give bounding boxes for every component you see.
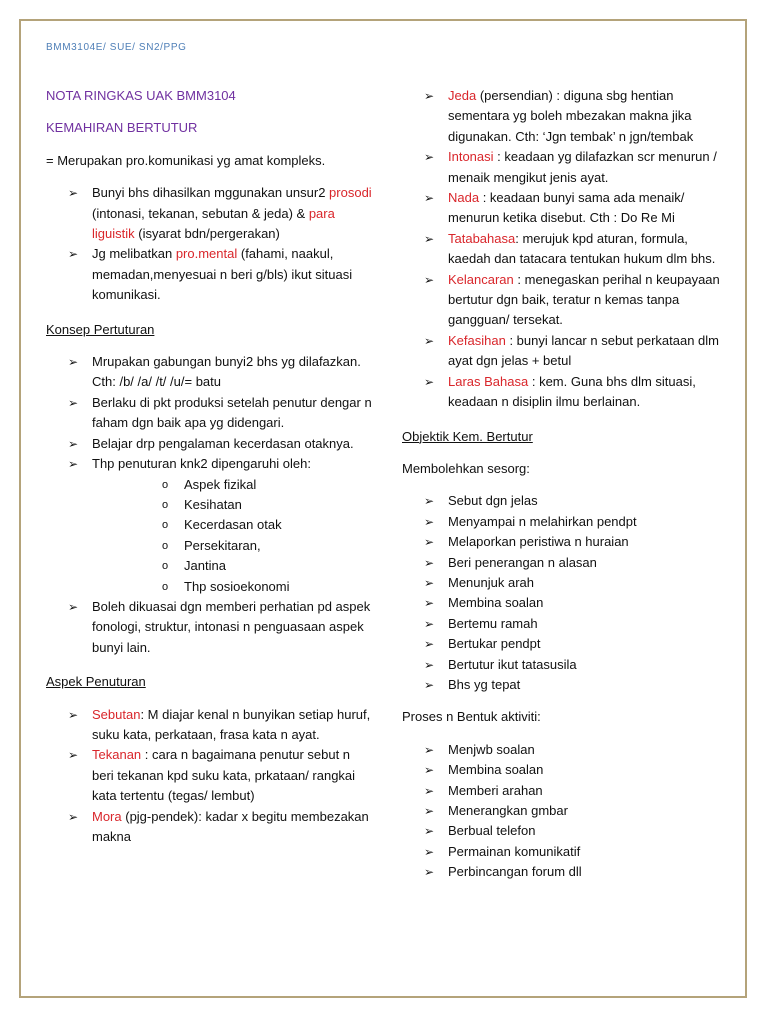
aspect-term: Tatabahasa bbox=[448, 230, 516, 246]
aspect-term: Nada bbox=[448, 190, 480, 206]
aspect-description: cara n bagaimana penutur sebut n beri tekanan kpd suku kata, prkataan/ rangkai kata tertentu (tegas/ lembut) bbox=[92, 747, 356, 804]
list-item: ➢ Memberi arahan bbox=[402, 781, 722, 801]
list-item: ➢ Bertukar pendpt bbox=[402, 634, 722, 654]
list-item: ➢ Beri penerangan n alasan bbox=[402, 553, 722, 573]
list-item bbox=[46, 705, 374, 746]
aspect-description: : keadaan bunyi sama ada menaik/ menurun ketika disebut. Cth : Do Re Mi bbox=[448, 190, 685, 226]
aspect-term: Laras Bahasa bbox=[448, 373, 529, 389]
aspek-bullet-list bbox=[46, 705, 374, 848]
list-item: ➢ Berlaku di pkt produksi setelah penutur dengar n faham dgn baik apa yg didengari. bbox=[46, 393, 374, 434]
highlight-term: pro.mental bbox=[175, 246, 238, 262]
aspect-term: Intonasi bbox=[448, 149, 494, 165]
list-item bbox=[46, 807, 374, 848]
list-item bbox=[46, 183, 374, 244]
list-item bbox=[402, 331, 722, 372]
list-item: ➢ Permainan komunikatif bbox=[402, 842, 722, 862]
bullet-text: (fahami, naakul, memadan,menyesuai n beri g/bls) ikut situasi komunikasi. bbox=[92, 246, 353, 303]
document-header: BMM3104E/ SUE/ SN2/PPG bbox=[46, 42, 187, 53]
separator: : bbox=[140, 706, 145, 722]
list-item: ➢ Perbincangan forum dll bbox=[402, 862, 722, 882]
aspect-description: M diajar kenal n bunyikan setiap huruf, suku kata, perkataan, frasa kata n ayat. bbox=[92, 706, 371, 742]
aspect-description: : bunyi lancar n sebut perkataan dlm ayat dgn jelas + betul bbox=[448, 332, 720, 369]
list-item: ➢ Mrupakan gabungan bunyi2 bhs yg dilafazkan. Cth: /b/ /a/ /t/ /u/= batu bbox=[46, 352, 374, 393]
list-item bbox=[402, 229, 722, 270]
aspect-description: : menegaskan perihal n keupayaan bertutur dgn baik, teratur n kemas tanpa gangguan/ tersekat. bbox=[448, 271, 720, 328]
highlight-term: para liguistik bbox=[92, 205, 335, 242]
sub-list-item: o Aspek fizikal bbox=[92, 475, 374, 495]
list-item bbox=[402, 147, 722, 188]
bullet-text: Bunyi bhs dihasilkan mggunakan unsur2 bbox=[92, 185, 330, 201]
aspek-heading: Aspek Penuturan bbox=[46, 674, 146, 690]
intro-text: = Merupakan pro.komunikasi yg amat kompleks. bbox=[46, 152, 326, 168]
objektif-bullet-list bbox=[402, 491, 722, 695]
list-item: ➢ Berbual telefon bbox=[402, 821, 722, 841]
sub-list-item: o Thp sosioekonomi bbox=[92, 577, 374, 597]
list-item: ➢ Belajar drp pengalaman kecerdasan otaknya. bbox=[46, 434, 374, 454]
list-item: ➢ Membina soalan bbox=[402, 593, 722, 613]
aspect-description: : kem. Guna bhs dlm situasi, keadaan n disiplin ilmu berlainan. bbox=[448, 373, 696, 410]
list-item: ➢ Menerangkan gmbar bbox=[402, 801, 722, 821]
sub-list-item: o Kecerdasan otak bbox=[92, 515, 374, 535]
list-item: ➢ Sebut dgn jelas bbox=[402, 491, 722, 511]
list-item bbox=[402, 270, 722, 331]
objektif-heading: Objektik Kem. Bertutur bbox=[402, 428, 533, 444]
list-item: ➢ Bhs yg tepat bbox=[402, 675, 722, 695]
aspect-term: Tekanan bbox=[92, 747, 142, 763]
list-item bbox=[402, 86, 722, 147]
list-item: ➢ Bertutur ikut tatasusila bbox=[402, 655, 722, 675]
list-item: ➢ Menyampai n melahirkan pendpt bbox=[402, 512, 722, 532]
highlight-term: prosodi bbox=[329, 185, 372, 201]
list-item: ➢ Membina soalan bbox=[402, 760, 722, 780]
objektif-intro: Membolehkan sesorg: bbox=[402, 460, 530, 476]
right-column bbox=[402, 86, 722, 883]
sub-list-item: o Kesihatan bbox=[92, 495, 374, 515]
aspect-description: (persendian) : diguna sbg hentian sementara yg boleh mbezakan makna jika digunakan. Cth: ‘Jgn tembak’ n jgn/tembak bbox=[448, 88, 694, 144]
intro-bullet-list bbox=[46, 183, 374, 305]
list-item bbox=[46, 745, 374, 806]
list-item: ➢ Melaporkan peristiwa n huraian bbox=[402, 532, 722, 552]
konsep-bullet-list bbox=[46, 352, 374, 658]
aspect-term: Kelancaran bbox=[448, 271, 514, 287]
list-item bbox=[402, 188, 722, 229]
list-item bbox=[46, 454, 374, 597]
list-item: ➢ Bertemu ramah bbox=[402, 614, 722, 634]
left-column bbox=[46, 86, 374, 847]
sub-list-item: o Persekitaran, bbox=[92, 536, 374, 556]
bullet-text: Jg melibatkan bbox=[92, 246, 176, 262]
notes-title: NOTA RINGKAS UAK BMM3104 bbox=[46, 88, 236, 103]
list-item bbox=[402, 372, 722, 413]
bullet-text: (intonasi, tekanan, sebutan & jeda) & bbox=[92, 205, 309, 221]
sub-list-item: o Jantina bbox=[92, 556, 374, 576]
aspect-description: (pjg-pendek): kadar x begitu membezakan makna bbox=[92, 808, 369, 844]
list-item: ➢ Menunjuk arah bbox=[402, 573, 722, 593]
aspect-term: Mora bbox=[92, 808, 122, 824]
factor-sub-list bbox=[92, 475, 374, 597]
aspek-continued-list bbox=[402, 86, 722, 413]
list-item: ➢ Boleh dikuasai dgn memberi perhatian pd aspek fonologi, struktur, intonasi n penguasaan aspek bunyi lain. bbox=[46, 597, 374, 658]
proses-bullet-list bbox=[402, 740, 722, 883]
bullet-text: (isyarat bdn/pergerakan) bbox=[134, 226, 280, 242]
topic-title: KEMAHIRAN BERTUTUR bbox=[46, 120, 198, 136]
aspect-term: Jeda bbox=[448, 88, 477, 103]
aspect-description: : keadaan yg dilafazkan scr menurun / menaik mengikut jenis ayat. bbox=[448, 149, 717, 185]
list-item bbox=[46, 244, 374, 305]
list-item: ➢ Menjwb soalan bbox=[402, 740, 722, 760]
konsep-heading: Konsep Pertuturan bbox=[46, 321, 155, 337]
aspect-term: Sebutan bbox=[92, 706, 141, 722]
proses-heading: Proses n Bentuk aktiviti: bbox=[402, 709, 541, 725]
separator: : bbox=[141, 747, 149, 763]
aspect-term: Kefasihan bbox=[448, 332, 506, 348]
bullet-text: Thp penuturan knk2 dipengaruhi oleh: bbox=[92, 456, 311, 472]
aspect-description: : merujuk kpd aturan, formula, kaedah dan tatacara tentukan hukum dlm bhs. bbox=[448, 230, 716, 267]
